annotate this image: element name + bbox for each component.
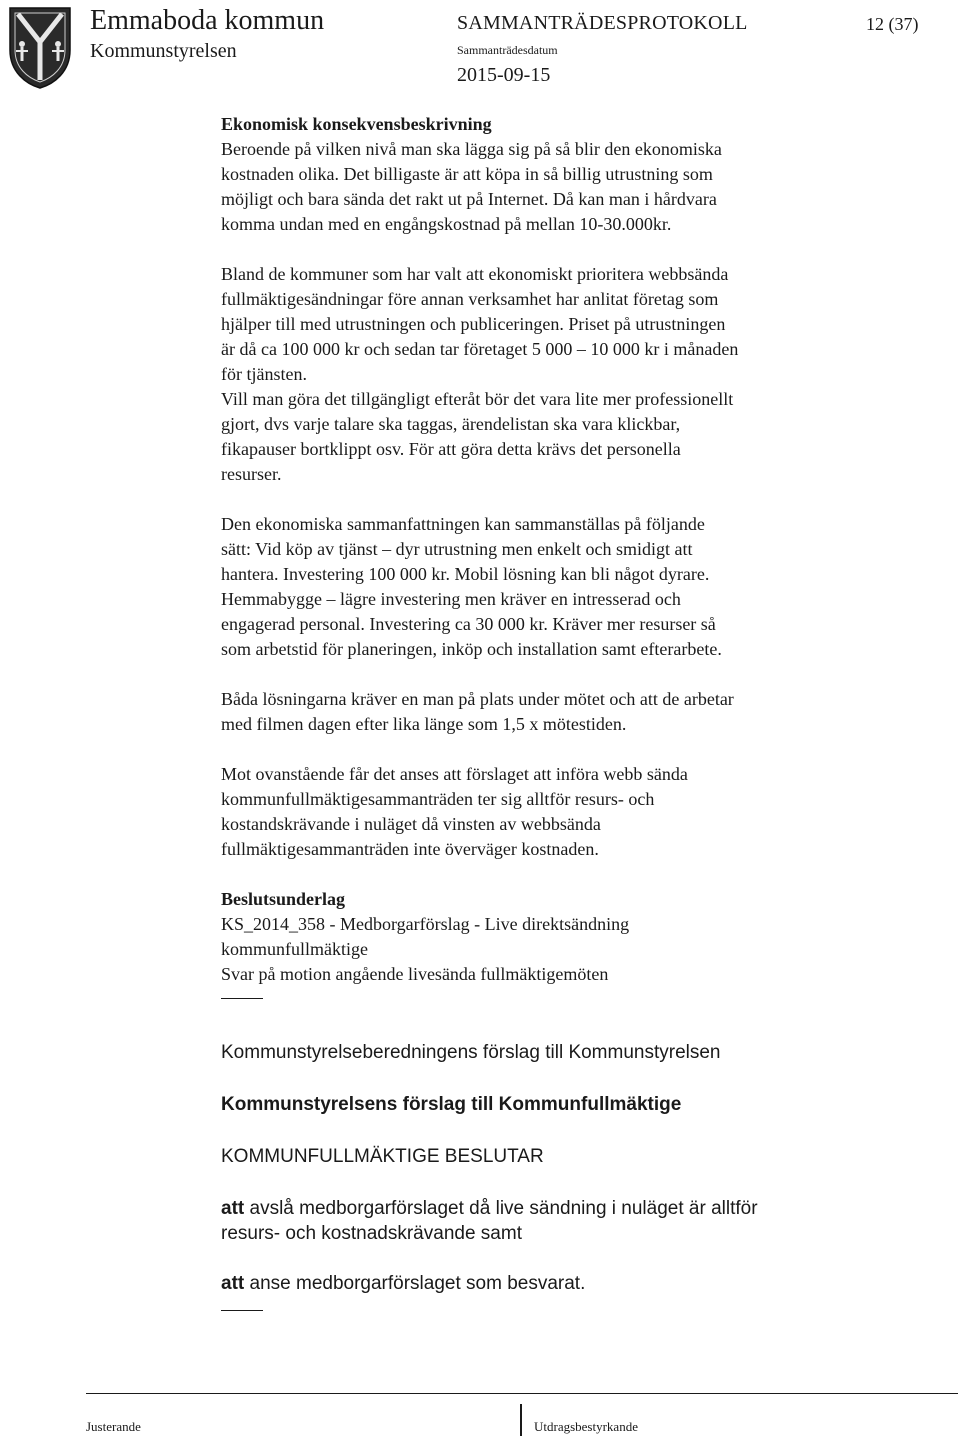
ks-proposal: Kommunstyrelsens förslag till Kommunfullmäktige — [221, 1094, 682, 1115]
text-line: som arbetstid för planeringen, inköp och installation samt efterarbete. — [221, 639, 722, 659]
text-line: hjälper till med utrustningen och publiceringen. Priset på utrustningen — [221, 314, 726, 334]
text-line: hantera. Investering 100 000 kr. Mobil lösning kan bli något dyrare. — [221, 564, 710, 584]
kf-decides: KOMMUNFULLMÄKTIGE BESLUTAR — [221, 1146, 544, 1167]
text-line: kommunfullmäktigesammanträden ter sig alltför resurs- och — [221, 789, 655, 809]
section-heading: Ekonomisk konsekvensbeskrivning — [221, 114, 492, 134]
paragraph-sammanfattning — [221, 512, 921, 662]
text-line: är då ca 100 000 kr och sedan tar företaget 5 000 – 10 000 kr i månaden — [221, 339, 739, 359]
org-name: Emmaboda kommun — [90, 5, 325, 36]
section-heading: Beslutsunderlag — [221, 889, 346, 909]
section-beslutsunderlag — [221, 887, 921, 987]
att-keyword: att — [221, 1273, 245, 1294]
footer-utdragsbestyrkande: Utdragsbestyrkande — [534, 1419, 638, 1434]
section-ekonomisk — [221, 112, 921, 237]
footer-rule — [86, 1393, 958, 1394]
meeting-date-label: Sammanträdesdatum — [457, 43, 558, 57]
text-line: gjort, dvs varje talare ska taggas, ärendelistan ska vara klickbar, — [221, 414, 681, 434]
text-line: Mot ovanstående får det anses att förslaget att införa webb sända — [221, 764, 688, 784]
text-line: komma undan med en engångskostnad på mellan 10-30.000kr. — [221, 214, 672, 234]
decision-att-2 — [221, 1271, 921, 1296]
att-keyword: att — [221, 1198, 245, 1219]
text-line: fikapauser bortklippt osv. För att göra detta krävs det personella — [221, 439, 681, 459]
text-line: möjligt och bara sända det rakt ut på Internet. Då kan man i hårdvara — [221, 189, 717, 209]
text-line: Båda lösningarna kräver en man på plats under mötet och att de arbetar — [221, 689, 734, 709]
text-line: kommunfullmäktige — [221, 939, 368, 959]
text-line: med filmen dagen efter lika länge som 1,5 x mötestiden. — [221, 714, 627, 734]
page-number: 12 (37) — [866, 14, 919, 34]
text-line: fullmäktigesammanträden inte överväger kostnaden. — [221, 839, 599, 859]
text-line: Bland de kommuner som har valt att ekonomiskt prioritera webbsända — [221, 264, 729, 284]
text-line: resurser. — [221, 464, 282, 484]
text-line: för tjänsten. — [221, 364, 307, 384]
text-line: Beroende på vilken nivå man ska lägga sig på så blir den ekonomiska — [221, 139, 722, 159]
text-line: fullmäktigesändningar före annan verksamhet har anlitat företag som — [221, 289, 719, 309]
decision-att-1 — [221, 1196, 921, 1246]
text-line: KS_2014_358 - Medborgarförslag - Live direktsändning — [221, 914, 630, 934]
footer-divider — [520, 1404, 522, 1436]
text-line: engagerad personal. Investering ca 30 000 kr. Kräver mer resurser så — [221, 614, 716, 634]
municipal-coat-of-arms-icon — [6, 4, 74, 90]
text-line: kostnaden olika. Det billigaste är att köpa in så billig utrustning som — [221, 164, 713, 184]
paragraph-bada — [221, 687, 921, 737]
document-body — [221, 112, 921, 1311]
meeting-date: 2015-09-15 — [457, 64, 551, 86]
department-name: Kommunstyrelsen — [90, 40, 237, 62]
beredning-proposal: Kommunstyrelseberedningens förslag till Kommunstyrelsen — [221, 1042, 721, 1063]
paragraph-mot — [221, 762, 921, 862]
divider — [221, 1310, 263, 1311]
footer-justerande: Justerande — [86, 1419, 141, 1434]
paragraph-bland — [221, 262, 921, 487]
decision-text: resurs- och kostnadskrävande samt — [221, 1223, 522, 1244]
decision-text: avslå medborgarförslaget då live sändning i nuläget är alltför — [249, 1198, 758, 1219]
text-line: Vill man göra det tillgängligt efteråt bör det vara lite mer professionellt — [221, 389, 734, 409]
divider — [221, 998, 263, 999]
text-line: kostandskrävande i nuläget då vinsten av webbsända — [221, 814, 601, 834]
text-line: sätt: Vid köp av tjänst – dyr utrustning men enkelt och smidigt att — [221, 539, 693, 559]
text-line: Svar på motion angående livesända fullmäktigemöten — [221, 964, 609, 984]
document-type: SAMMANTRÄDESPROTOKOLL — [457, 12, 748, 34]
decision-text: anse medborgarförslaget som besvarat. — [249, 1273, 586, 1294]
text-line: Hemmabygge – lägre investering men kräver en intresserad och — [221, 589, 681, 609]
text-line: Den ekonomiska sammanfattningen kan sammanställas på följande — [221, 514, 705, 534]
